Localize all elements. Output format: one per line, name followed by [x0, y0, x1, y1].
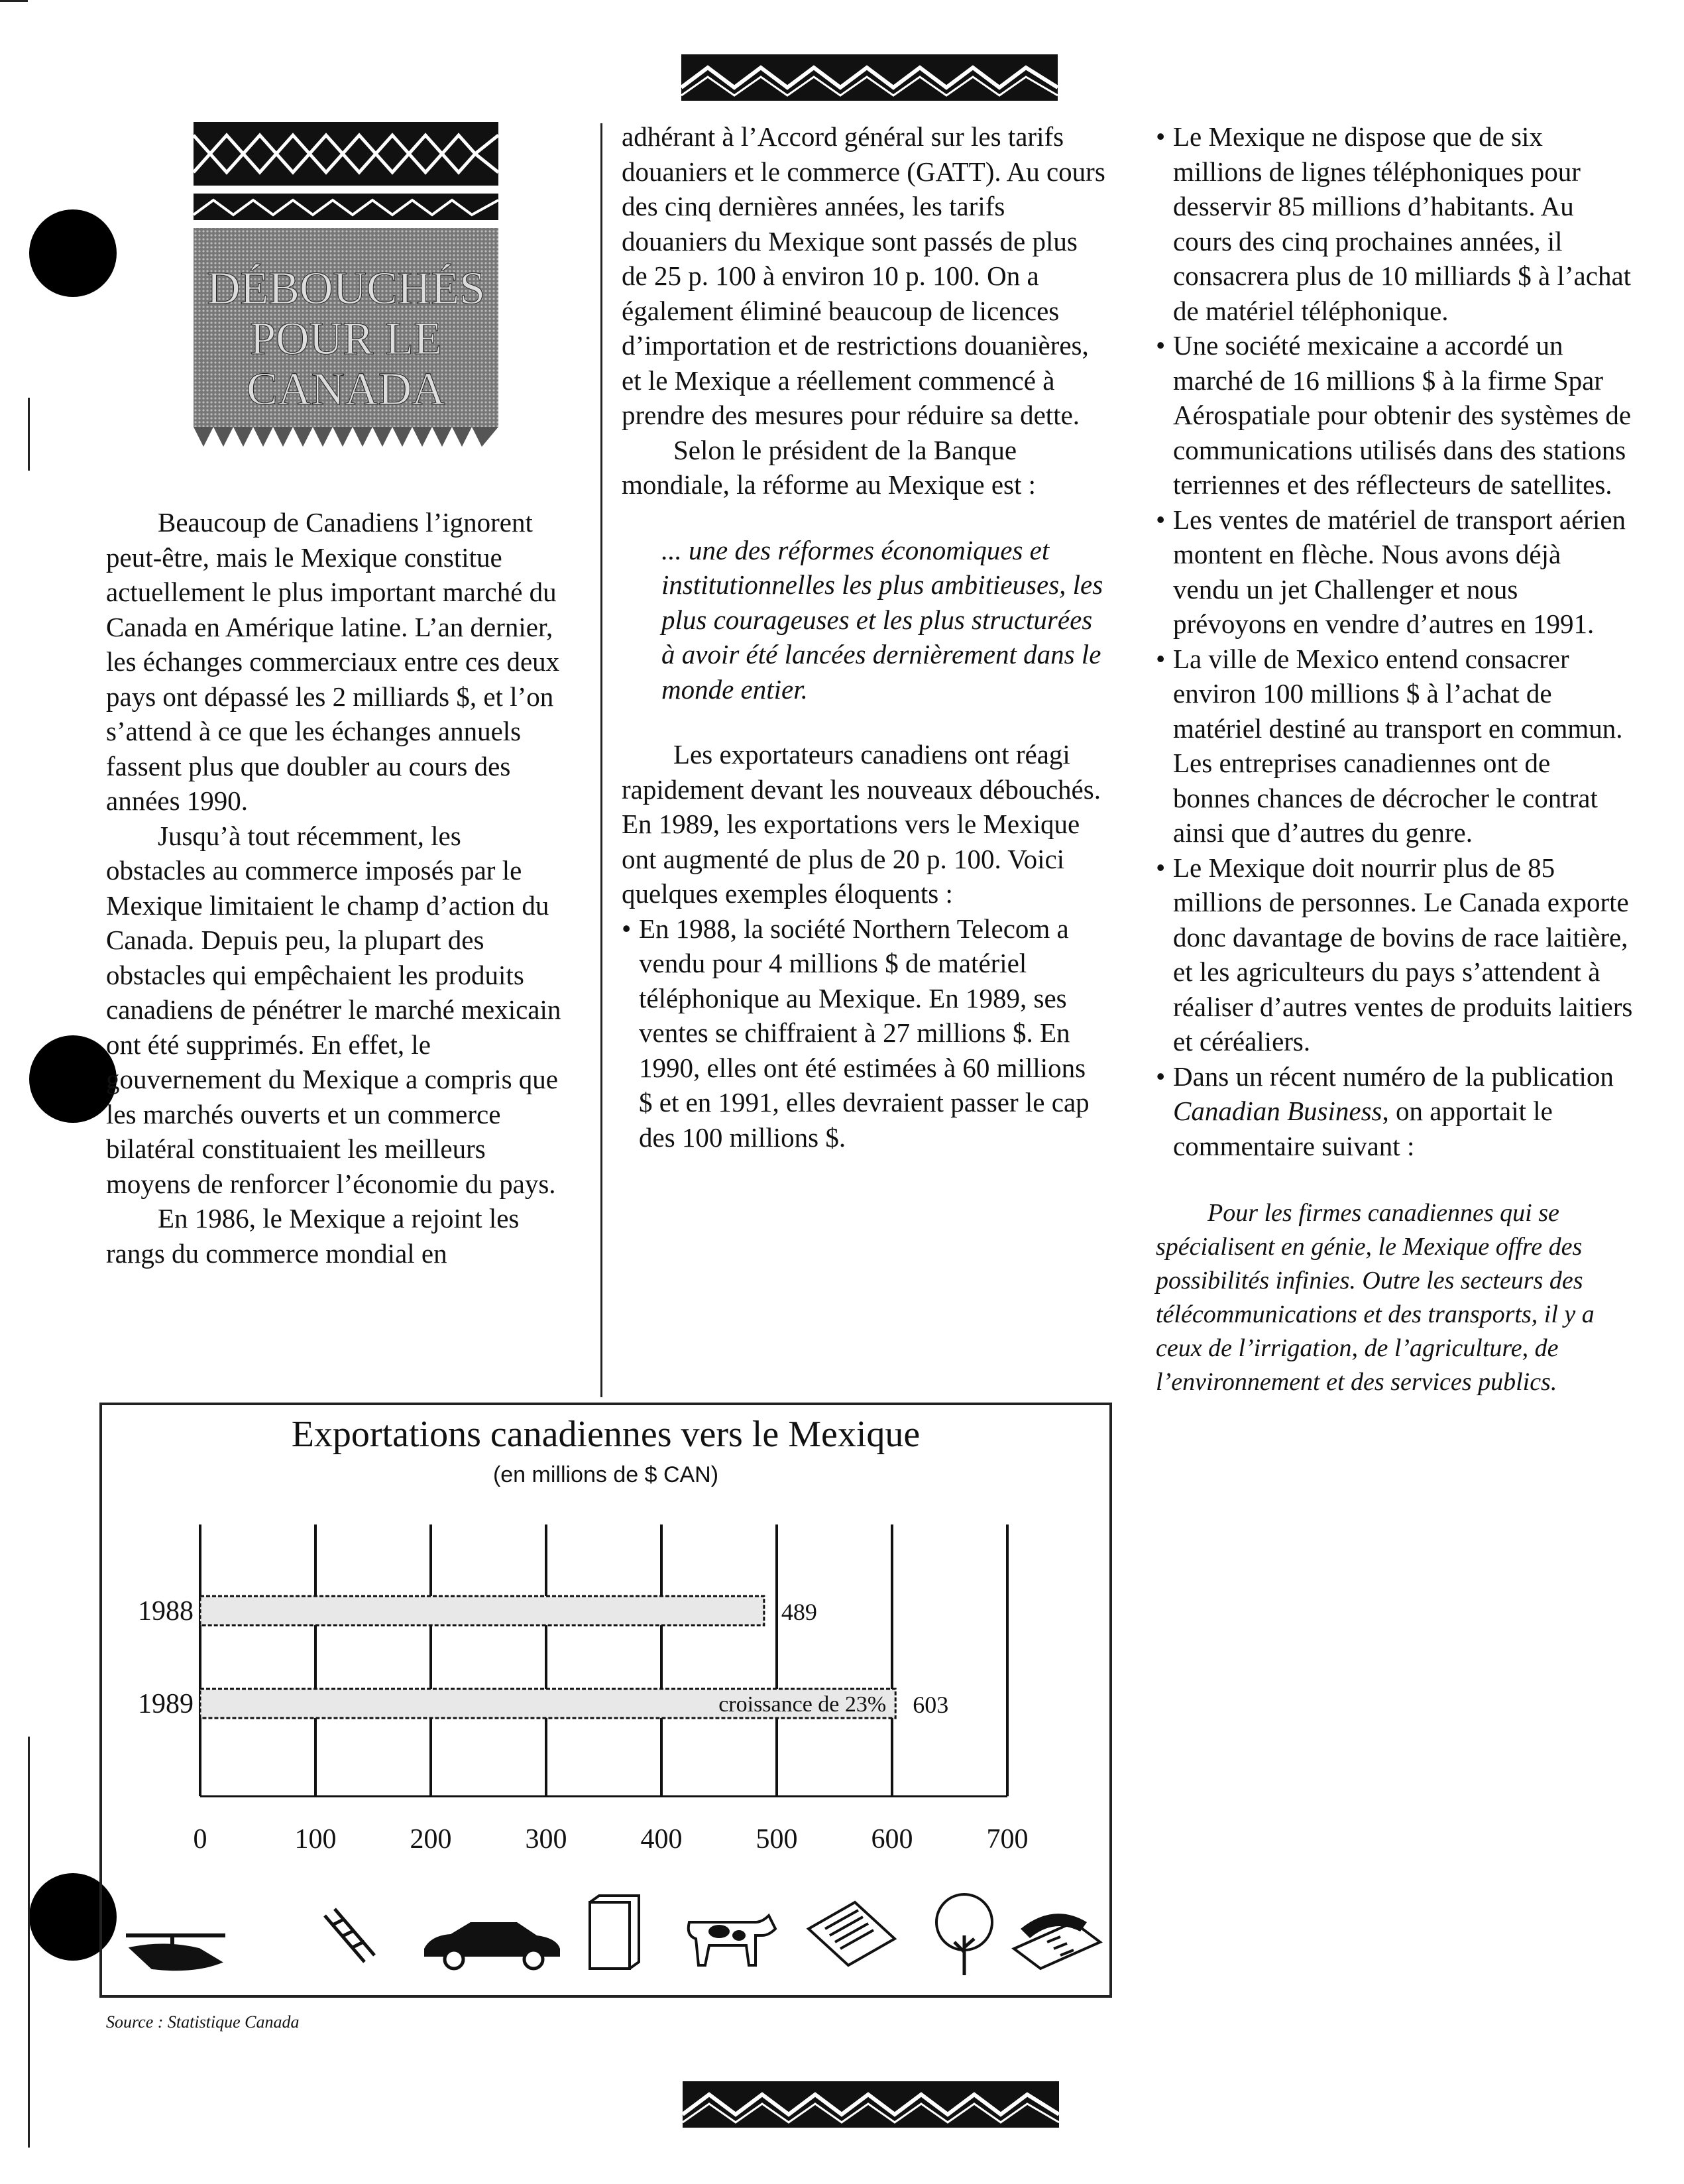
- paragraph: En 1986, le Mexique a rejoint les rangs du commerce mondial en: [106, 1203, 520, 1269]
- bullet-icon: •: [1156, 643, 1166, 674]
- publication-name: Canadian Business: [1173, 1096, 1382, 1126]
- x-tick-label: 400: [640, 1824, 683, 1855]
- exports-bar-chart: [99, 1518, 1112, 1889]
- category-label: 1989: [138, 1689, 194, 1719]
- bullet-item: [1156, 119, 1633, 328]
- bullet-icon: •: [1156, 1061, 1166, 1092]
- margin-mark: [28, 398, 30, 471]
- tree-icon: [936, 1894, 992, 1975]
- x-tick-label: 200: [410, 1824, 452, 1855]
- bullet-text: Le Mexique ne dispose que de six millions de lignes téléphoniques pour desservir 85 millions d’habitants. Au cours des cinq prochaines années, il consacrera plus de 10 milliards $ à l’achat de matériel téléphonique.: [1173, 121, 1632, 326]
- category-label: 1988: [138, 1596, 194, 1627]
- bullet-text: Dans un récent numéro de la publication Canadian Business, on apportait le commentaire suivant :: [1173, 1061, 1614, 1161]
- bullet-item: [1156, 502, 1633, 642]
- bullet-text: Une société mexicaine a accordé un marché de 16 millions $ à la firme Spar Aérospatiale pour obtenir des systèmes de communications utilisés dans des stations terriennes et des réflecteurs de satellites.: [1173, 330, 1632, 500]
- chart-subtitle: (en millions de $ CAN): [492, 1462, 719, 1487]
- block-quote: Pour les firmes canadiennes qui se spécialisent en génie, le Mexique offre des possibilités infinies. Outre les secteurs des télécommunications et des transports, il y a ceux de l’irrigation, de l’agriculture, de l’environnement et des services publics.: [1156, 1199, 1595, 1396]
- paragraph: adhérant à l’Accord général sur les tarifs douaniers et le commerce (GATT). Au cours des cinq dernières années, les tarifs douaniers du Mexique sont passés de plus de 25 p. 100 à environ 10 p. 100. On a également éliminé beaucoup de licences d’importation et de restrictions douanières, et le Mexique a réellement commencé à prendre des mesures pour réduire sa dette.: [622, 121, 1105, 430]
- telephone-icon: [1014, 1914, 1100, 1969]
- bullet-icon: •: [1156, 330, 1166, 361]
- x-tick-label: 300: [525, 1824, 567, 1855]
- bullet-icon: •: [1156, 121, 1166, 152]
- paragraph: Les exportateurs canadiens ont réagi rapidement devant les nouveaux débouchés. En 1989, les exportations vers le Mexique ont augmenté de plus de 20 p. 100. Voici quelques exemples éloquents :: [622, 739, 1101, 909]
- book-icon: [590, 1896, 639, 1969]
- document-title: DÉBOUCHÉS POUR LE CANADA: [206, 263, 486, 415]
- bullet-text: Les ventes de matériel de transport aérien montent en flèche. Nous avons déjà vendu un jet Challenger et nous prévoyons en vendre d’autres en 1991.: [1173, 504, 1626, 639]
- x-tick-label: 600: [871, 1824, 913, 1855]
- paragraph: Jusqu’à tout récemment, les obstacles au commerce imposés par le Mexique limitaient le champ d’action du Canada. Depuis peu, la plupart des obstacles qui empêchaient les produits canadiens de pénétrer le marché mexicain ont été supprimés. En effet, le gouvernement du Mexique a compris que les marchés ouverts et un commerce bilatéral constituaient les meilleurs moyens de renforcer l’économie du pays.: [106, 820, 561, 1199]
- bullet-icon: •: [1156, 852, 1166, 883]
- block-quote: ... une des réformes économiques et institutionnelles les plus ambitieuses, les plus courageuses et les plus structurées à avoir été lancées dernièrement dans le monde entier.: [661, 534, 1103, 705]
- top-pattern-band: [681, 54, 1058, 101]
- x-tick-label: 500: [756, 1824, 798, 1855]
- column-divider: [600, 123, 602, 1397]
- bullet-item: [1156, 328, 1633, 502]
- column-3: [1156, 119, 1633, 1399]
- paragraph: Selon le président de la Banque mondiale, la réforme au Mexique est :: [622, 434, 1037, 500]
- bullet-item: [622, 911, 1105, 1155]
- corner-mark: [0, 0, 28, 2]
- margin-mark: [28, 1737, 30, 2148]
- x-tick-label: 0: [193, 1824, 207, 1855]
- growth-annotation: croissance de 23%: [718, 1692, 887, 1717]
- chart-title: Exportations canadiennes vers le Mexique: [291, 1414, 921, 1455]
- bullet-text: En 1988, la société Northern Telecom a vendu pour 4 millions $ de matériel téléphonique au Mexique. En 1989, ses ventes se chiffraient à 27 millions $. En 1990, elles ont été estimées à 60 millions $ et en 1991, elles devraient passer le cap des 100 millions $.: [639, 913, 1090, 1153]
- bullet-icon: •: [1156, 504, 1166, 535]
- binder-hole-middle: [29, 1035, 117, 1123]
- cow-icon: [689, 1916, 775, 1965]
- bottom-pattern-band: [683, 2081, 1059, 2128]
- title-graphic: [194, 122, 498, 453]
- bullet-text: Le Mexique doit nourrir plus de 85 millions de personnes. Le Canada exporte donc davantage de bovins de race laitière, et les agriculteurs du pays s’attendent à réaliser d’autres ventes de produits laitiers et céréaliers.: [1173, 852, 1633, 1057]
- newspaper-icon: [809, 1902, 895, 1965]
- column-1: [106, 505, 563, 1271]
- bullet-item: [1156, 642, 1633, 850]
- column-2: [622, 119, 1105, 1155]
- car-icon: [424, 1922, 560, 1969]
- bullet-text: La ville de Mexico entend consacrer environ 100 millions $ à l’achat de matériel destiné au transport en commun. Les entreprises canadiennes ont de bonnes chances de décrocher le contrat ainsi que d’autres du genre.: [1173, 643, 1623, 848]
- bullet-item: [1156, 1059, 1633, 1164]
- data-label: 489: [781, 1599, 817, 1625]
- chart-icon-row: [99, 1882, 1112, 1995]
- x-tick-label: 700: [986, 1824, 1029, 1855]
- data-label: 603: [913, 1692, 949, 1718]
- chart-source: Source : Statistique Canada: [106, 2012, 300, 2032]
- binder-hole-top: [29, 209, 117, 297]
- x-tick-label: 100: [294, 1824, 337, 1855]
- rail-icon: [325, 1909, 374, 1962]
- bar: [200, 1596, 764, 1625]
- bullet-icon: •: [622, 913, 632, 944]
- bullet-item: [1156, 850, 1633, 1059]
- helicopter-icon: [126, 1935, 225, 1969]
- paragraph: Beaucoup de Canadiens l’ignorent peut-être, mais le Mexique constitue actuellement le plus important marché du Canada en Amérique latine. L’an dernier, les échanges commerciaux entre ces deux pays ont dépassé les 2 milliards $, et l’on s’attend à ce que les échanges annuels fassent plus que doubler au cours des années 1990.: [106, 507, 560, 816]
